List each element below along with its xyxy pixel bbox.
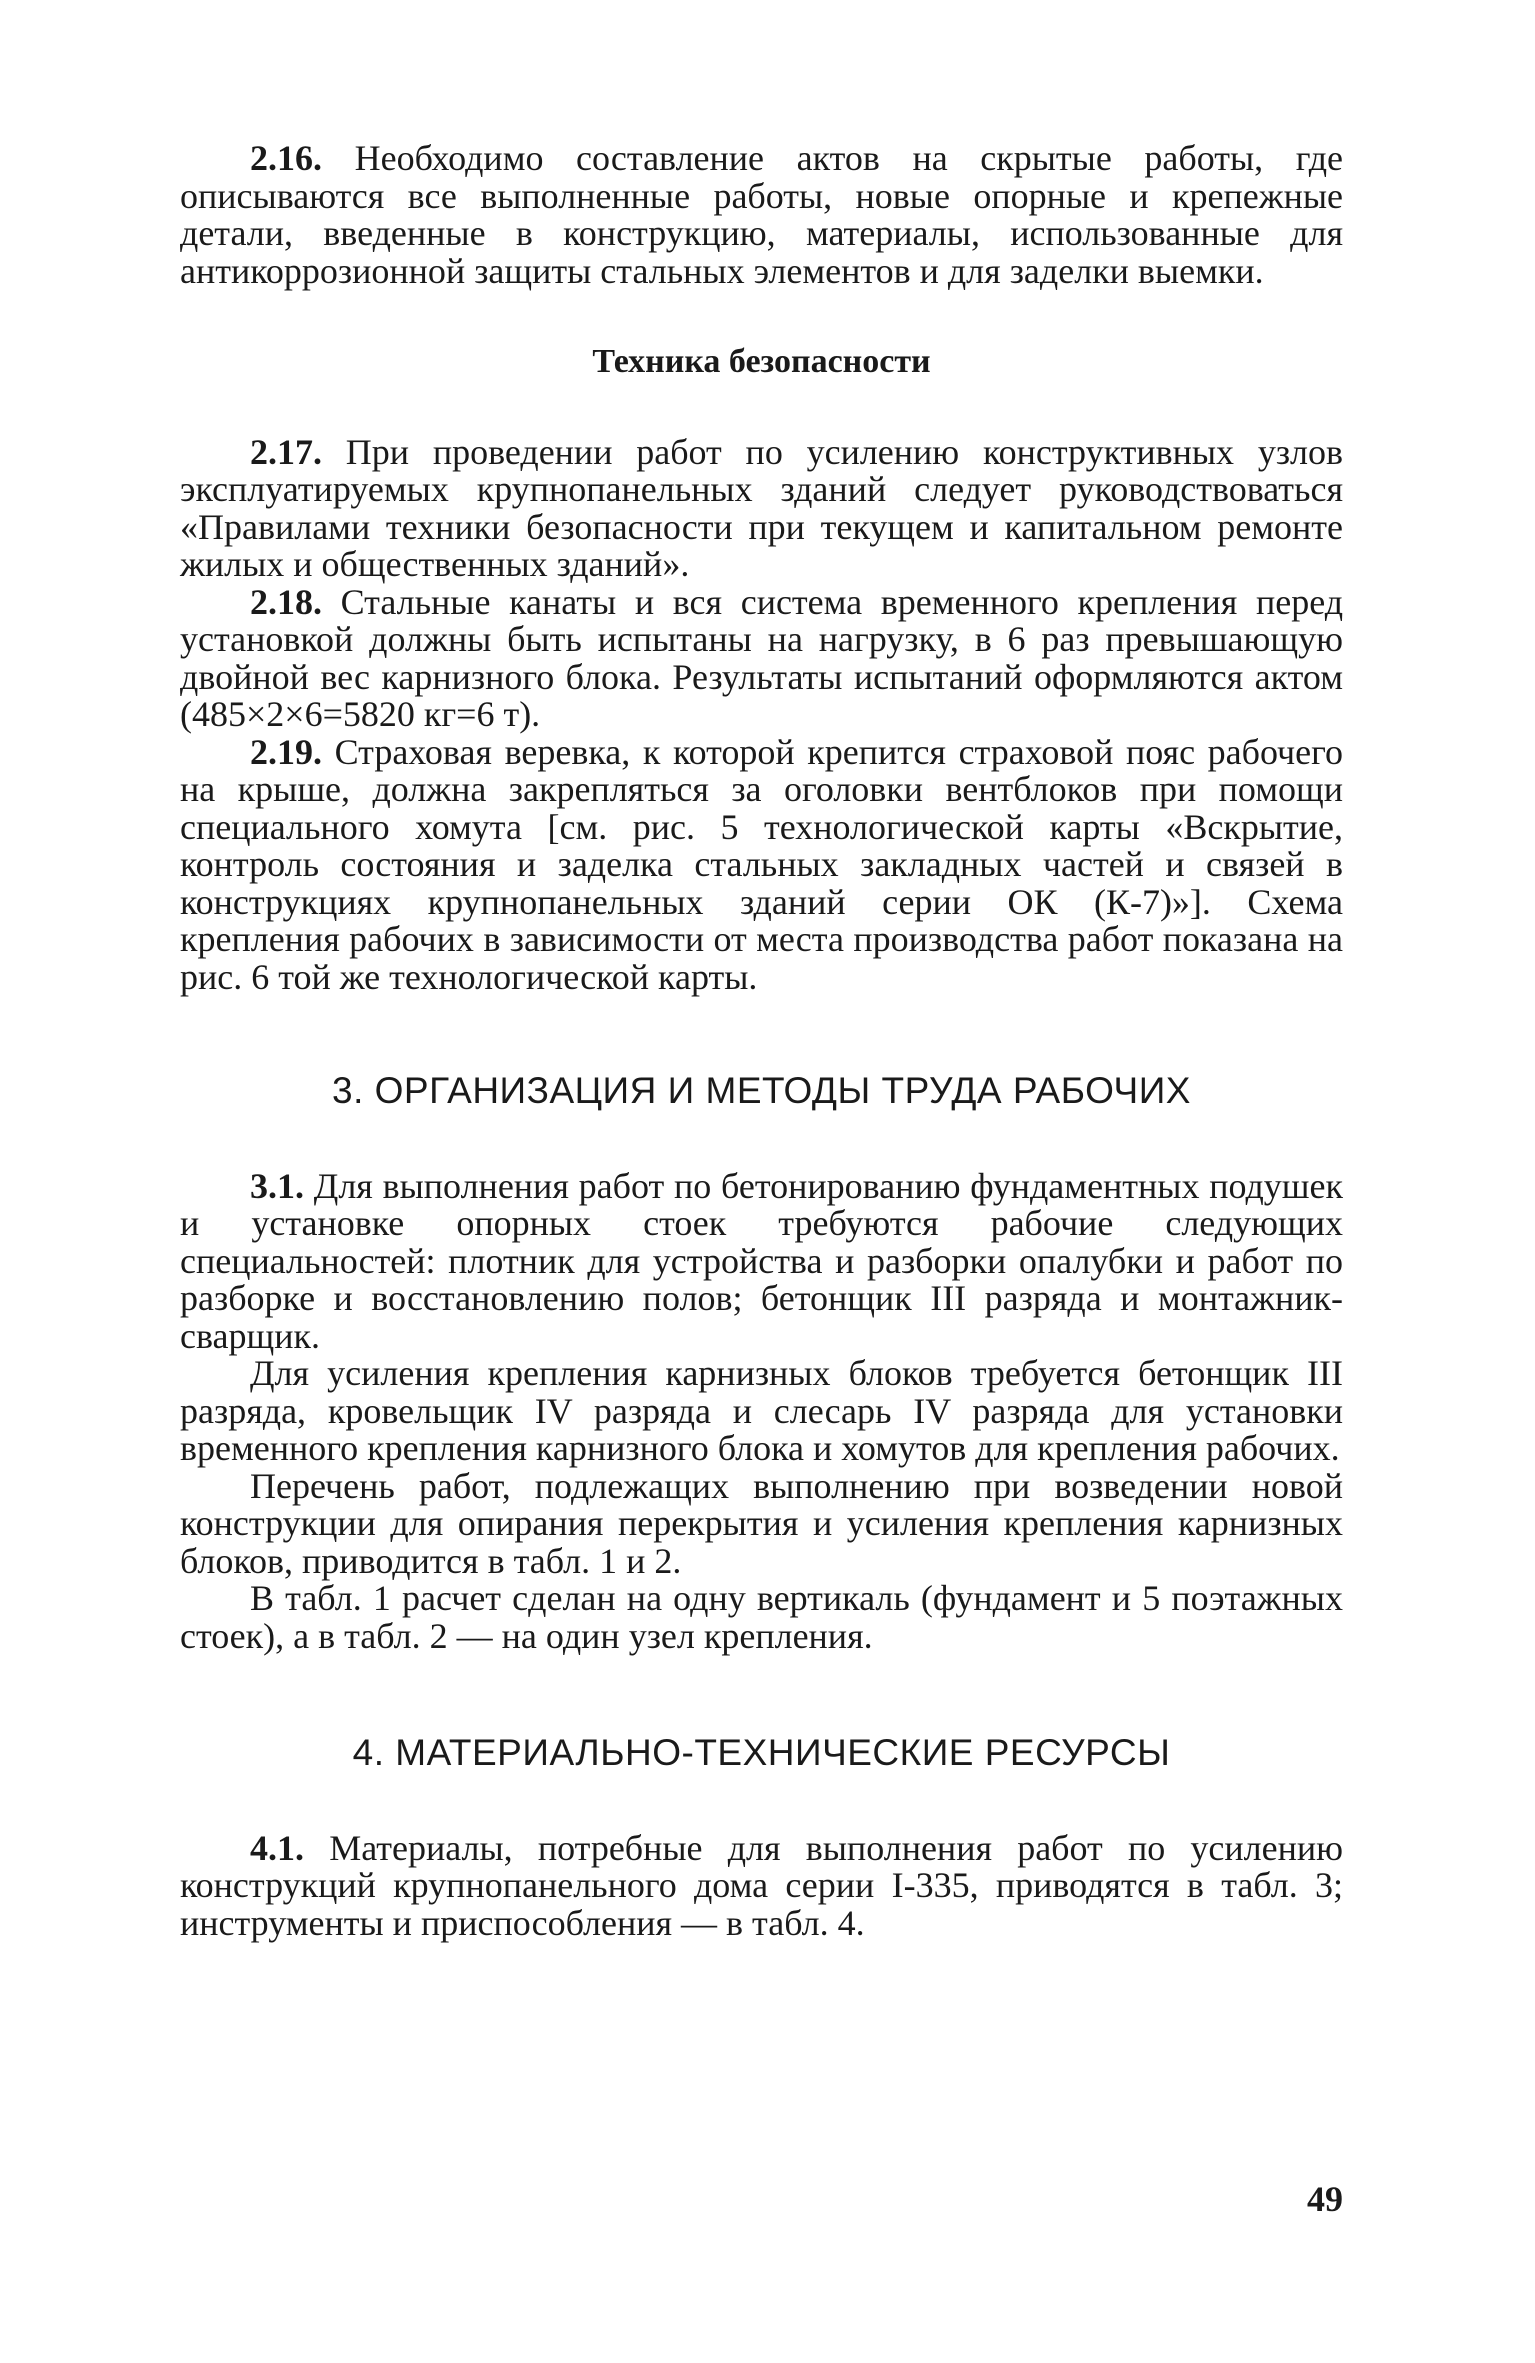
paragraph-3-1 [180, 1165, 1343, 1356]
paragraph-number: 2.17. [250, 431, 322, 472]
paragraph-3-3: Перечень работ, подлежащих выполнению при возведении новой конструкции для опирания перекрытия и усиления крепления карнизных блоков, приводится в табл. 1 и 2. [180, 1465, 1343, 1581]
paragraph-text: Материалы, потребные для выполнения работ по усилению конструкций крупнопанельного дома серии I-335, приводятся в табл. 3; инструменты и приспособления — в табл. 4. [180, 1827, 1344, 1943]
paragraph-text: При проведении работ по усилению конструктивных узлов эксплуатируемых крупнопанельных зданий следует руководствоваться «Правилами техники безопасности при текущем и капитальном ремонте жилых и общественных зданий». [180, 431, 1343, 584]
paragraph-number: 4.1. [250, 1827, 304, 1868]
section-4-title: 4. МАТЕРИАЛЬНО-ТЕХНИЧЕСКИЕ РЕСУРСЫ [352, 1732, 1171, 1773]
paragraph-2-16 [180, 140, 1343, 290]
paragraph-text: Стальные канаты и вся система временного крепления перед установкой должны быть испытаны на нагрузку, в 6 раз превышающую двойной вес карнизного блока. Результаты испытаний оформляются актом (485×2×6=5820 кг=6 т). [180, 581, 1344, 734]
paragraph-3-2: Для усиления крепления карнизных блоков требуется бетонщик III разряда, кровельщик IV разряда и слесарь IV разряда для установки временного крепления карнизного блока и хомутов для крепления рабочих. [180, 1353, 1343, 1468]
paragraph-4-1 [180, 1827, 1344, 1943]
paragraph-text: Необходимо составление актов на скрытые работы, где описываются все выполненные работы, новые опорные и крепежные детали, введенные в конструкцию, материалы, использованные для антикоррозионной защиты стальных элементов и для заделки выемки. [180, 138, 1344, 291]
paragraph-number: 3.1. [250, 1165, 304, 1206]
paragraph-2-17 [180, 431, 1343, 584]
subheading-safety: Техника безопасности [592, 343, 931, 380]
paragraph-number: 2.16. [250, 138, 322, 178]
section-3-title: 3. ОРГАНИЗАЦИЯ И МЕТОДЫ ТРУДА РАБОЧИХ [332, 1070, 1191, 1111]
page-number: 49 [1307, 2179, 1343, 2219]
paragraph-3-4: В табл. 1 расчет сделан на одну вертикаль (фундамент и 5 поэтажных стоек), а в табл. 2 — на один узел крепления. [180, 1578, 1343, 1656]
paragraph-number: 2.18. [250, 581, 322, 622]
paragraph-text: Страховая веревка, к которой крепится страховой пояс рабочего на крыше, должна закрепляться за оголовки вентблоков при помощи специального хомута [см. рис. 5 технологической карты «Вскрытие, контроль состояния и заделка стальных закладных частей и связей в конструкциях крупнопанельных зданий серии ОК (К-7)»]. Схема крепления рабочих в зависимости от места производства работ показана на рис. 6 той же технологической карты. [180, 731, 1343, 997]
paragraph-2-19 [180, 731, 1343, 997]
paragraph-text: Для выполнения работ по бетонированию фундаментных подушек и установке опорных стоек требуются рабочие следующих специальностей: плотник для устройства и разборки опалубки и работ по разборке и восстановлению полов; бетонщик III разряда и монтажник-сварщик. [180, 1165, 1343, 1356]
document-page [180, 140, 1343, 1942]
paragraph-2-18 [180, 581, 1344, 734]
paragraph-number: 2.19. [250, 731, 322, 772]
